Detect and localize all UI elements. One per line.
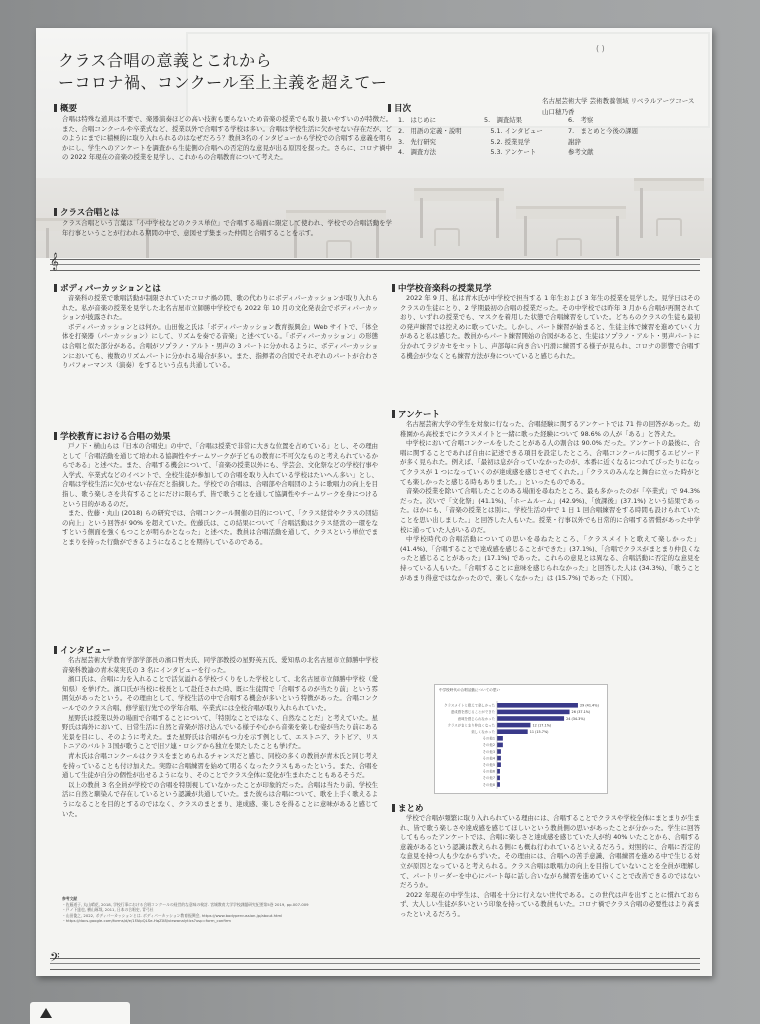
poster-title: クラス合唱の意義とこれから: [58, 51, 273, 70]
interview-text: 名古屋芸術大学教育学部学部長の濱口哲夫氏、同学部教授の星野英五氏、愛知県の北名古屋市立師勝中学校音楽科教諭の青木菜実氏の 3 名にインタビューを行った。 濱口氏は、合唱に力を入れることで活気溢れる学校づくりをした学校として、北名古屋市立師勝中学校（愛知県）を挙げた。濱口氏が当校に校長として赴任された時、既に生徒間で「合唱するのが当たり前」という雰囲気があったという。その理由として、学校生活の中で合唱する機会が多いという特徴があった。合唱コンクールでのクラス合唱、修学旅行先での学年合唱、卒業式には全校合唱が取り入れられていた。 星野氏は授業以外の場面で合唱することについて、「特別なことではなく、自然なことだ」と考えていた。星野氏は海外において、日常生活に自然と音楽が溶け込んでいる様子や心から音楽を楽しむ姿が当たり前にある光景を目にし、そのように考えた。また星野氏は合唱がもつ力を示す例として、エストニア、ラトビア、リストニアのバルト３国が歌うことで旧ソ連・ロシアから独立を果たしたことも挙げた。 青木氏は合唱コンクールはクラスをまとめられるチャンスだと感じ、同校の多くの教員が青木氏と同じ考えを持っていることも付け加えた。実際に合唱練習を始めて明るくなったクラスもあったという。また、合唱を通して生徒が自分の個性が出せるようになり、そのことでクラス全体に変化が生まれたこともあるそうだ。 以上の教員 3 名全員が学校での合唱を特別視していなかったことが印象的だった。合唱は当たり前、学校生活に自然と馴染んで存在しているという認識が共通していた。また彼らは合唱について、歌を上手く歌えるようになることを目的とするのではなく、クラスのまとまり、達成感、楽しさを得ることに意味があると感じていた。: [62, 656, 378, 818]
chart-bar: [497, 762, 501, 767]
chart-category-label: その他3: [482, 749, 495, 754]
survey-text: 名古屋芸術大学の学生を対象に行なった、合唱経験に関するアンケートでは 71 件の回答があった。幼稚園から高校までにクラスメイトと一緒に歌った経験について 98.6% の人が「ある」と答えた。 中学校において合唱コンクールをしたことがある人の割合は 90.0% だった。アンケートの最後に、合唱に関することであれば自由に記述できる項目を設定したところ、合唱コンクールに関するエピソードが多く見られた。例えば、「最初は息が合っていなかったのが、本番に近くなるにつれてぴったりになってクラスが 1 つになっていくのが達成感を感じさせてくれた。」「クラスのみんなと舞台に立った時がとても楽しかったと感じる時もありました。」といったものである。 音楽の授業を除いて合唱したことのある場面を尋ねたところ、最も多かったのが「卒業式」で 94.3% だった。次いで「文化祭」(41.1%)、「ホームルーム」(42.9%)、「放課後」(37.1%) という結果であった。ほかにも、「音楽の授業とは別に、学校生活の中で 1 日 1 回合唱練習をする時間も設けられていたことを思い出しました。」と回答した人もいた。授業・行事以外でも日常的に合唱する習慣があった中学校に通っていた人がいるのだ。 中学校時代の合唱活動についての思いを尋ねたところ、「クラスメイトと歌えて楽しかった」(41.4%)、「合唱することで達成感を感じることができた」(37.1%)、「合唱でクラスがまとまり仲良くなったと感じることがあった」(17.1%) であった。これらの意見とは異なる、合唱活動に否定的な意見を持っている人もいた。「合唱することに意味を感じられなかった」と回答した人は (34.3%)、「歌うことがあまり得意ではなかったので、楽しくなかった」は (15.7%) であった（下図）。: [400, 420, 700, 582]
chart-category-label: その他8: [482, 782, 495, 787]
chart-category-label: その他7: [482, 776, 495, 781]
chart-title: 中学校時代の合唱活動についての思い: [439, 688, 501, 692]
chart-bar: [497, 769, 500, 774]
toc-column-3: 6. 考察 7. まとめと今後の課題 謝辞 参考文献: [568, 116, 639, 157]
chart-bar: [497, 723, 530, 728]
affiliation: 名古屋芸術大学 芸術教養領域 リベラルアーツコース: [542, 97, 695, 105]
chart-plot: [435, 685, 607, 793]
triangle-logo-icon: [40, 1008, 52, 1018]
summary-text: 学校で合唱が頻繁に取り入れられている理由には、合唱することでクラスや学校全体にまとまりが生まれ、皆で歌う楽しさや達成感を感じてほしいという教員側の思いがあったことが分かった。学生に回答してもらったアンケートでは、合唱に楽しさと達成感を感じていた人が約 40% いたことから、合唱する意義があるという認識は教えられる側にも概ね行われているといえるだろう。対照的に、合唱に否定的な意見を持つ人も少なからずいた。その理由には、合唱への苦手意識、合唱練習を進める中で生じる対立が原因となっていると考えられる。クラス合唱は歌唱力の向上を目指していないことを全員が理解して、パートリーダーを中心にパート毎に話し合いながら練習を進めていくことで改善できるのではないだろうか。 2022 年現在の中学生は、合唱を十分に行えない世代である。この世代は声を出すことに慣れておらず、大人しい生徒が多いという印象を持っている教員もいた。コロナ禍でクラス合唱の必要性はより高まったといえるだろう。: [400, 814, 700, 918]
wall-clock: ( ): [596, 44, 605, 53]
chart-bar: [497, 710, 570, 715]
toc-column-1: 1. はじめに 2. 用語の定義・説明 3. 先行研究 4. 調査方法: [398, 116, 462, 157]
toc-column-2: 5. 調査結果 5.1. インタビュー 5.2. 授業見学 5.3. アンケート: [484, 116, 543, 157]
chart-value-label: 26 (37.1%): [571, 710, 591, 715]
author-name: 山口穂乃香: [542, 108, 575, 116]
toc-heading: 目次: [388, 102, 411, 114]
chart-category-label: 意味を感じられなかった: [457, 716, 495, 721]
survey-bar-chart: [434, 684, 608, 794]
research-poster: [36, 28, 712, 976]
school-effects-heading: 学校教育における合唱の効果: [54, 430, 171, 442]
chart-category-label: その他2: [482, 743, 495, 748]
chart-category-label: 達成感を感じることができた: [450, 710, 495, 715]
chart-category-label: クラスがまとまり仲良くなった: [447, 723, 495, 728]
chart-category-label: その他1: [482, 736, 495, 741]
chart-category-label: クラスメイトと歌えて楽しかった: [444, 703, 495, 708]
school-effects-text: 戸ノ下・横山らは『日本の合唱史』の中で、「合唱は授業で非常に大きな位置を占めている」とし、その理由として「合唱活動を通じて培われる協調性やチームワークが子どもの教育に不可欠なものと考えられているからである」と述べた。また、合唱する機会について、「音楽の授業以外にも、学芸会、文化祭などの学校行事や入学式、卒業式などのイベントで、全校生徒が参加しての合唱を取り入れている学校はたいへん多い」とし、合唱は学校生活に欠かせない存在だと指摘した。学校での合唱は、合唱部や合唱団のように歌唱力の向上を目指し、歌う楽しさを共有することにだけに限らず、皆で歌うことを通して協調性やチームワークを身につけるという目的があるのだ。 また、佐藤・丸山 (2018) らの研究では、合唱コンクール開催の目的について、「クラス経営やクラスの団結の向上」という回答が 90% を超えていた。佐藤氏は、この結果について「合唱活動はクラス経営の一環をなすという側面を強くもつことが明らかとなった」と述べた。教員は合唱活動を通して、クラスという単位でまとまりを持った行動ができるようになることを期待しているのである。: [62, 442, 379, 546]
overview-text: 合唱は特殊な道具は不要で、楽器演奏ほどの高い技術も要らないため音楽の授業でも取り扱いやすいのが特徴だ。また、合唱コンクールや卒業式など、授業以外で合唱する学校は多い。合唱は学校生活に欠かせない存在だが、どのようにまでに積極的に取り入れられるのはなぜだろう？教員3名のインタビューから学校での合唱する意義を明らかにし、学生へのアンケートを調査から生徒側の合唱への否定的な意見が出る原因を探った。さらに、コロナ禍中の 2022 年現在の音楽の授業を見学し、これからの合唱教育について考えた。: [62, 115, 392, 162]
music-staff-bottom: [50, 958, 700, 970]
chart-category-label: 楽しくなかった: [471, 730, 495, 734]
chart-bar: [497, 703, 578, 708]
chart-value-label: 11 (15.7%): [529, 730, 549, 734]
observation-heading: 中学校音楽科の授業見学: [392, 282, 492, 294]
chart-value-label: 12 (17.1%): [532, 723, 552, 728]
chart-category-label: その他6: [482, 769, 495, 774]
overview-heading: 概要: [54, 102, 77, 114]
treble-clef-icon: 𝄞: [50, 252, 59, 270]
interview-heading: インタビュー: [54, 644, 111, 656]
chart-category-label: その他4: [482, 756, 495, 761]
music-staff-top: [50, 259, 700, 271]
exhibit-label-card: [30, 1002, 130, 1024]
chart-bar: [497, 782, 500, 787]
chart-value-label: 29 (41.4%): [579, 703, 599, 708]
chart-bar: [497, 756, 501, 761]
chart-value-label: 24 (34.3%): [566, 716, 585, 721]
references: 参考文献 ・佐藤道子, 丸山晴花, 2018, 学校行事における合唱コンクールの経営的な意味の検討. 宮城教育大学学校課題研究紀要第5巻 2019, pp.007-009 ・戸ノ下達也, 横山琢哉, 2011, 日本の合唱史, 青弓社 ・山田俊之, 2022, ボディパーカッションとは. ボディパーカッション教育振興会, https://www.bodypercussion.jp/about.html ・https://docs.google.com/forms/d/e/1FAIpQLSe-HqZX8/viewanalytics?usp=form_confirm: [62, 896, 309, 924]
body-percussion-heading: ボディパーカッションとは: [54, 282, 161, 294]
class-choir-heading: クラス合唱とは: [54, 206, 119, 218]
chart-category-label: その他5: [482, 763, 495, 767]
observation-text: 2022 年 9 月、私は青木氏が中学校で担当する 1 年生および 3 年生の授業を見学した。見学日はそのクラスの生徒にとり、2 学期最初の合唱の授業だった。その中学校では昨年 3 月から合唱が再開されており、いずれの授業でも、マスクを着用した状態で合唱練習をしていた。どちらのクラスの生徒も最初の発声練習では控えめに歌っていた。しかし、パート練習が始まると、生徒主体で練習を進めていく力があると私は感じた。教員からパート練習開始の合図があると、生徒はソプラノ・アルト・男声パートに分かれてラジカセをセットし、声部毎に向き合い円滑に練習する様子が見られ、コロナの影響で合唱する機会が少なくとも練習方法が身についていると感じられた。: [400, 294, 700, 360]
body-percussion-text: 音楽科の授業で歌唱活動が制限されていたコロナ禍の間、歌の代わりにボディパーカッションが取り入れられた。私が音楽の授業を見学した北名古屋市立師勝中学校でも 2022 年 10 月の文化発表会でボディパーカッションが披露された。 ボディパーカッションとは何か。山田俊之氏は「ボディパーカッション教育振興会」Web サイトで、「体全体を打楽器（パーカッション）にして、リズムを奏でる音楽」と述べている。「ボディパーカッション」の形態は合唱と似た部分がある。合唱がソプラノ・アルト・男声の 3 パートに分かれるように、ボディパーカッションにおいても、複数のリズムパートに分かれる場合が多い。また、指揮者の合図でそれぞれのパートが合わさりパフォーマンス（演奏）をするという点も共通している。: [62, 294, 378, 370]
chart-bar: [497, 729, 528, 734]
chart-bar: [497, 736, 503, 741]
bass-clef-icon: 𝄢: [50, 950, 60, 968]
chart-bar: [497, 716, 564, 721]
chart-bar: [497, 776, 500, 781]
chart-bar: [497, 743, 503, 748]
class-choir-text: クラス合唱という言葉は「小中学校などのクラス単位」で合唱する場面に限定して使われ、学校での合唱活動を学年行事ということが行われる期間の中で、意図せず集まった仲間と合唱することを示す。: [62, 219, 392, 237]
summary-heading: まとめ: [392, 802, 424, 814]
chart-bar: [497, 749, 501, 754]
survey-heading: アンケート: [392, 408, 440, 420]
poster-subtitle: ーコロナ禍、コンクール至上主義を超えてー: [58, 73, 388, 92]
